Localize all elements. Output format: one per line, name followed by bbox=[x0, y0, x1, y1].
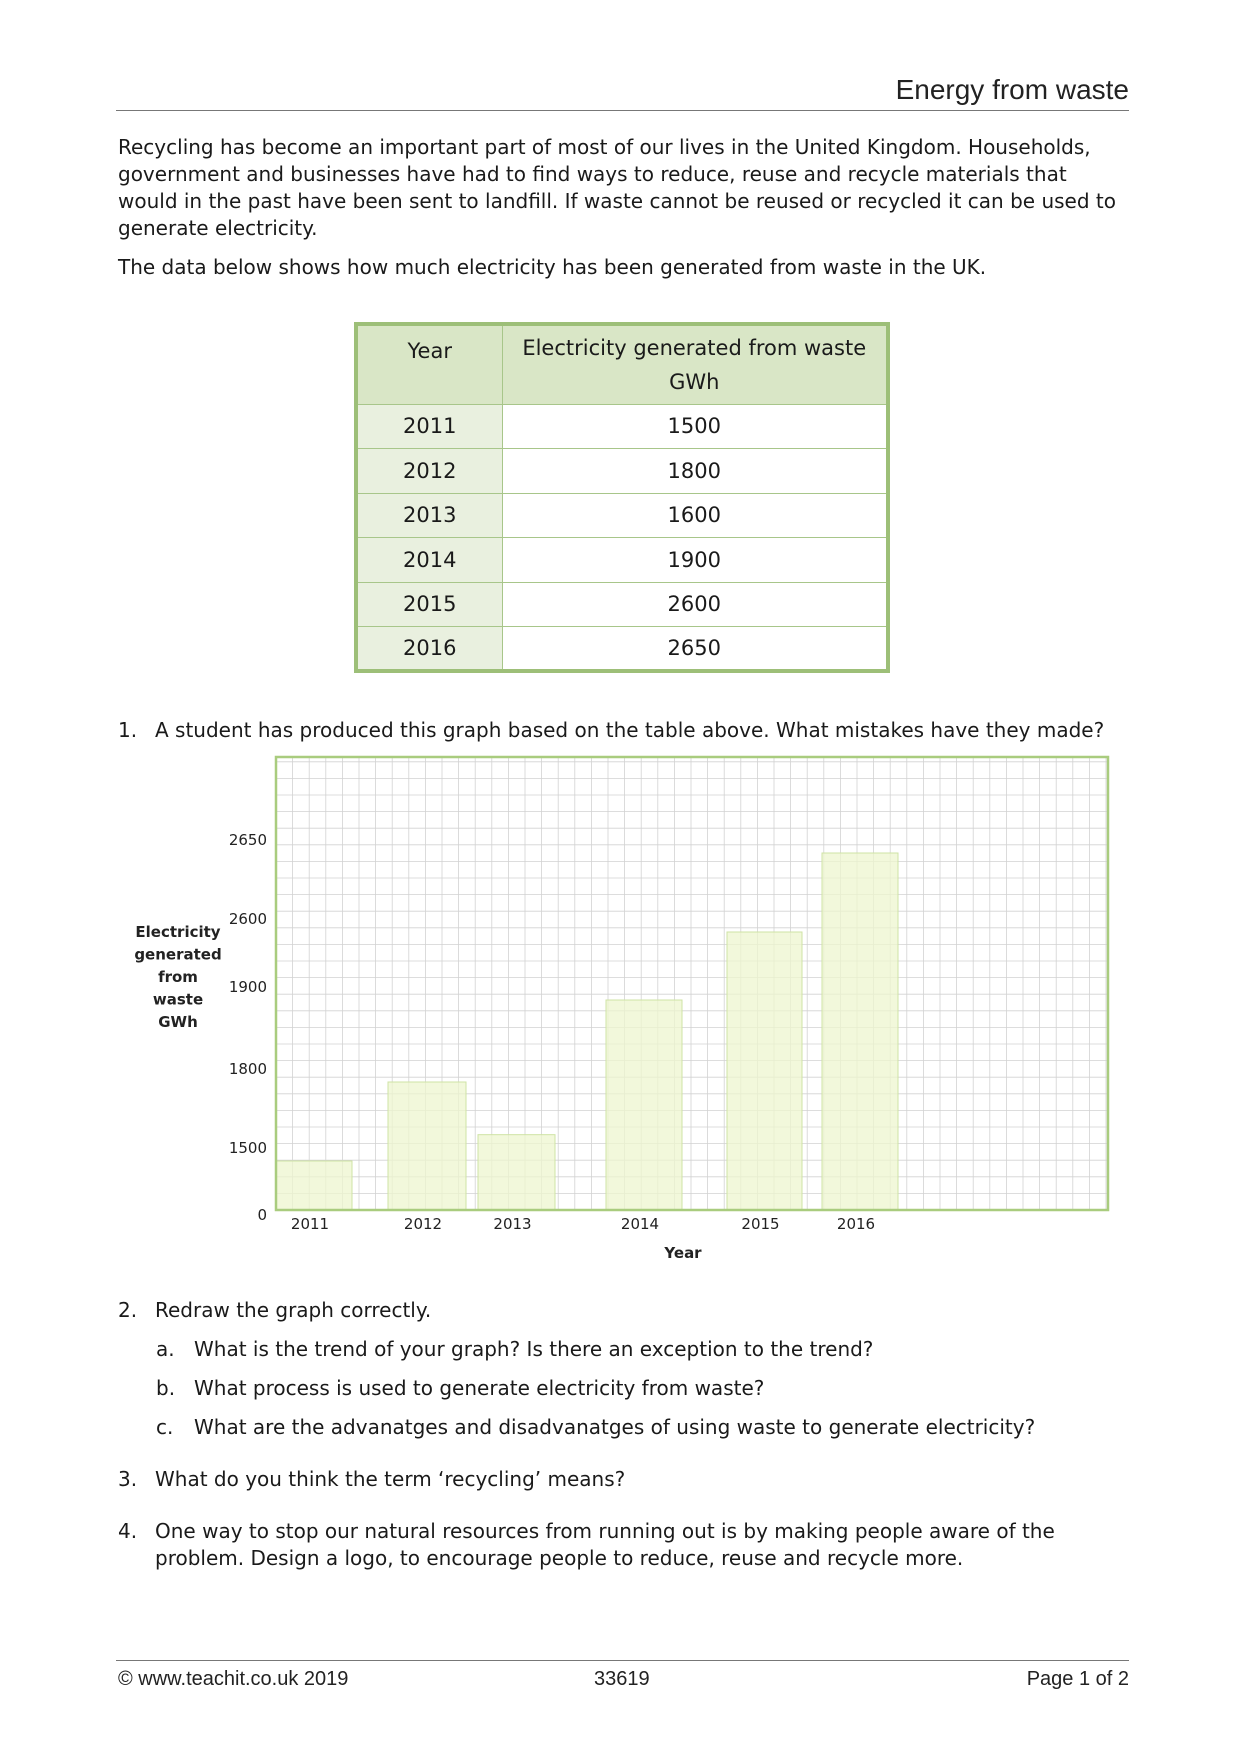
question-2a-letter: a. bbox=[156, 1337, 175, 1361]
table-cell-year: 2012 bbox=[356, 449, 502, 494]
footer-page-number: Page 1 of 2 bbox=[1026, 1668, 1129, 1690]
table-cell-value: 1900 bbox=[502, 538, 888, 583]
question-2b bbox=[156, 1375, 1136, 1402]
intro-text bbox=[118, 134, 1128, 281]
chart-y-axis-label bbox=[134, 923, 221, 1031]
x-tick-label: 2015 bbox=[741, 1215, 780, 1233]
table-cell-year: 2011 bbox=[356, 404, 502, 449]
y-axis-label-line: Electricity bbox=[135, 923, 221, 941]
table-row bbox=[356, 582, 888, 627]
chart-x-ticks bbox=[291, 1215, 875, 1233]
question-4 bbox=[118, 1518, 1128, 1572]
footer-copyright: © www.teachit.co.uk 2019 bbox=[118, 1668, 349, 1690]
table-header-electricity-label: Electricity generated from waste bbox=[522, 335, 867, 360]
table-row bbox=[356, 449, 888, 494]
table-row bbox=[356, 538, 888, 583]
bar-2013 bbox=[478, 1135, 555, 1210]
footer-divider bbox=[116, 1660, 1129, 1661]
table-row bbox=[356, 493, 888, 538]
y-tick-label: 1500 bbox=[228, 1139, 267, 1157]
x-tick-label: 2012 bbox=[403, 1215, 443, 1233]
question-4-number: 4. bbox=[118, 1519, 138, 1543]
question-2a bbox=[156, 1336, 1136, 1363]
page-title: Energy from waste bbox=[895, 74, 1129, 105]
bar-chart bbox=[120, 752, 1120, 1272]
chart-x-axis-label: Year bbox=[664, 1244, 702, 1262]
table-cell-value: 1500 bbox=[502, 404, 888, 449]
question-3-text: What do you think the term ‘recycling’ means? bbox=[155, 1467, 626, 1491]
question-2c-letter: c. bbox=[156, 1415, 174, 1439]
intro-paragraph-2: The data below shows how much electricity has been generated from waste in the UK. bbox=[118, 255, 987, 279]
y-tick-label: 2650 bbox=[228, 831, 267, 849]
bar-2016 bbox=[822, 853, 898, 1210]
y-tick-label: 0 bbox=[257, 1206, 267, 1224]
table-header-year: Year bbox=[356, 324, 502, 404]
y-axis-label-line: from bbox=[158, 968, 198, 986]
data-table bbox=[354, 322, 890, 673]
table-cell-value: 1800 bbox=[502, 449, 888, 494]
table-cell-year: 2013 bbox=[356, 493, 502, 538]
table-cell-value: 2650 bbox=[502, 627, 888, 672]
question-2b-letter: b. bbox=[156, 1376, 176, 1400]
bar-2012 bbox=[388, 1082, 466, 1210]
question-3-number: 3. bbox=[118, 1467, 138, 1491]
y-axis-label-line: generated bbox=[134, 945, 222, 964]
x-tick-label: 2011 bbox=[290, 1215, 330, 1233]
question-1 bbox=[118, 717, 1138, 744]
chart-y-ticks bbox=[229, 831, 267, 1224]
question-4-text: One way to stop our natural resources from running out is by making people aware of the problem. Design a logo, to encourage people to reduce, reuse and recycle more. bbox=[155, 1519, 1055, 1570]
question-3 bbox=[118, 1466, 1138, 1493]
question-2-number: 2. bbox=[118, 1298, 138, 1322]
x-tick-label: 2013 bbox=[493, 1215, 532, 1233]
table-cell-value: 2600 bbox=[502, 582, 888, 627]
table-row bbox=[356, 404, 888, 449]
table-row bbox=[356, 627, 888, 672]
bar-2015 bbox=[727, 932, 802, 1210]
question-2 bbox=[118, 1297, 1138, 1324]
intro-paragraph-1: Recycling has become an important part of most of our lives in the United Kingdom. Households, government and businesses have had to find ways to reduce, reuse and recycle materials that would in the past have been sent to landfill. If waste cannot be reused or recycled it can be used to generate electricity. bbox=[118, 135, 1116, 240]
table-header-electricity bbox=[502, 324, 888, 404]
question-2-text: Redraw the graph correctly. bbox=[155, 1298, 432, 1322]
footer-code: 33619 bbox=[594, 1668, 650, 1690]
question-1-number: 1. bbox=[118, 718, 138, 742]
table-header-unit: GWh bbox=[669, 369, 720, 394]
question-2c bbox=[156, 1414, 1136, 1441]
table-cell-year: 2015 bbox=[356, 582, 502, 627]
question-1-text: A student has produced this graph based on the table above. What mistakes have they made? bbox=[155, 718, 1105, 742]
table-cell-value: 1600 bbox=[502, 493, 888, 538]
y-tick-label: 1800 bbox=[228, 1060, 267, 1078]
table-cell-year: 2016 bbox=[356, 627, 502, 672]
x-tick-label: 2014 bbox=[620, 1215, 660, 1233]
bar-2011 bbox=[276, 1161, 352, 1210]
y-axis-label-line: waste bbox=[152, 990, 204, 1009]
x-tick-label: 2016 bbox=[836, 1215, 876, 1233]
table-header-row bbox=[356, 324, 888, 404]
y-tick-label: 2600 bbox=[228, 910, 267, 928]
question-2a-text: What is the trend of your graph? Is there an exception to the trend? bbox=[194, 1337, 874, 1361]
y-axis-label-line: GWh bbox=[158, 1013, 198, 1031]
question-2b-text: What process is used to generate electricity from waste? bbox=[194, 1376, 765, 1400]
question-2c-text: What are the advanatges and disadvanatges of using waste to generate electricity? bbox=[194, 1415, 1036, 1439]
table-cell-year: 2014 bbox=[356, 538, 502, 583]
bar-2014 bbox=[606, 1000, 682, 1210]
y-tick-label: 1900 bbox=[228, 978, 267, 996]
header-divider bbox=[116, 110, 1129, 111]
